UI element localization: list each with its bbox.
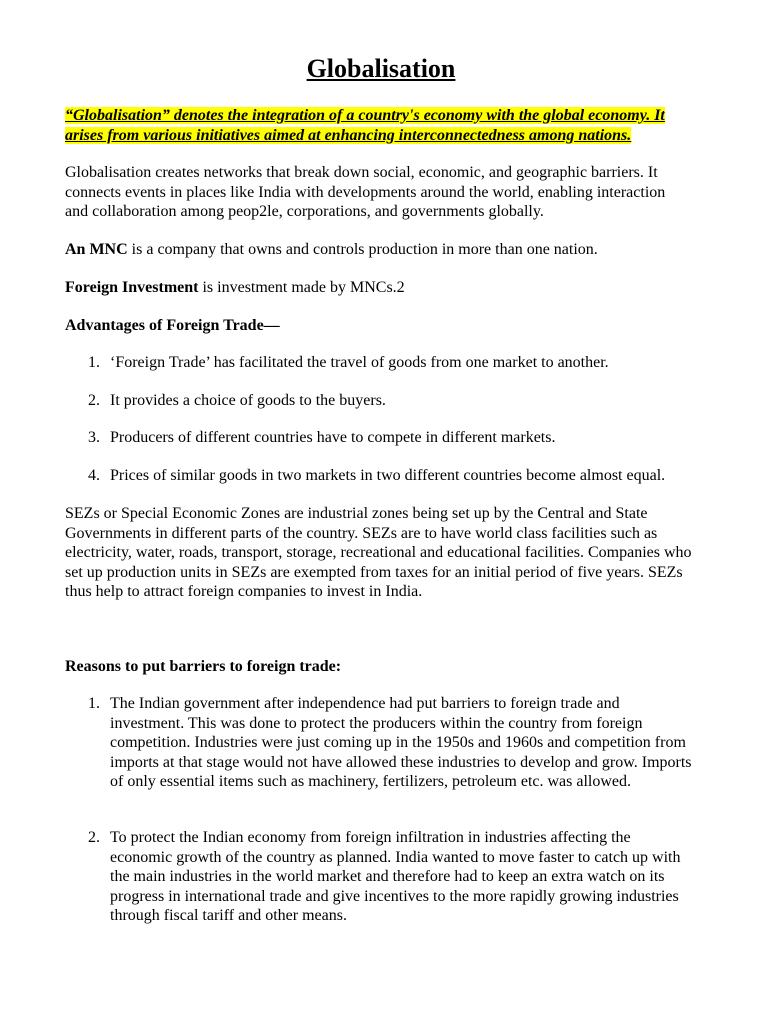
advantage-item bbox=[88, 428, 698, 448]
barrier-item bbox=[88, 694, 692, 792]
barrier-text: To protect the Indian economy from foreign infiltration in industries affecting the economic growth of the country as planned. India wanted to move faster to catch up with the main industries in the world market and therefore had to keep an extra watch on its progress in international trade and give incentives to the more rapidly growing industries through fiscal tariff and other means. bbox=[110, 829, 681, 924]
barrier-item bbox=[88, 828, 692, 926]
definition-line-1: “Globalisation” denotes the integration of a country's economy with the global economy. It bbox=[65, 107, 665, 124]
list-number: 1. bbox=[88, 354, 100, 371]
sez-paragraph: SEZs or Special Economic Zones are industrial zones being set up by the Central and State Governments in different parts of the country. SEZs are to have world class facilities such as electricity, water, roads, transport, storage, recreational and educational facilities. Companies who set up production units in SEZs are exempted from taxes for an initial period of five years. SEZs thus help to attract foreign companies to invest in India. bbox=[65, 505, 692, 600]
advantage-item bbox=[88, 391, 698, 411]
advantage-item bbox=[88, 353, 698, 373]
foreign-investment-term: Foreign Investment bbox=[65, 279, 199, 296]
intro-paragraph: Globalisation creates networks that break down social, economic, and geographic barriers. It connects events in places like India with developments around the world, enabling interaction and collaboration among peop2le, corporations, and governments globally. bbox=[65, 164, 666, 220]
list-number: 1. bbox=[88, 695, 100, 712]
advantage-text: Prices of similar goods in two markets in two different countries become almost equal. bbox=[110, 467, 666, 484]
advantage-text: Producers of different countries have to compete in different markets. bbox=[110, 429, 556, 446]
list-number: 2. bbox=[88, 392, 100, 409]
mnc-term: An MNC bbox=[65, 241, 128, 258]
advantage-text: ‘Foreign Trade’ has facilitated the travel of goods from one market to another. bbox=[110, 354, 609, 371]
list-number: 4. bbox=[88, 467, 100, 484]
page-title: Globalisation bbox=[306, 54, 456, 83]
definition-line-2: arises from various initiatives aimed at enhancing interconnectedness among nations. bbox=[65, 126, 632, 144]
advantages-heading: Advantages of Foreign Trade— bbox=[65, 317, 280, 334]
mnc-definition: is a company that owns and controls production in more than one nation. bbox=[127, 241, 598, 258]
advantage-item bbox=[88, 466, 698, 486]
list-number: 2. bbox=[88, 829, 100, 846]
list-number: 3. bbox=[88, 429, 100, 446]
foreign-investment-paragraph bbox=[65, 278, 705, 298]
foreign-investment-definition: is investment made by MNCs.2 bbox=[198, 279, 405, 296]
definition-paragraph bbox=[65, 106, 705, 145]
advantage-text: It provides a choice of goods to the buyers. bbox=[110, 392, 386, 409]
barrier-text: The Indian government after independence had put barriers to foreign trade and investment. This was done to protect the producers within the country from foreign competition. Industries were just coming up in the 1950s and 1960s and competition from imports at that stage would not have allowed these industries to develop and grow. Imports of only essential items such as machinery, fertilizers, petroleum etc. was allowed. bbox=[110, 695, 692, 790]
mnc-paragraph bbox=[65, 240, 705, 260]
barriers-heading: Reasons to put barriers to foreign trade: bbox=[65, 658, 342, 675]
